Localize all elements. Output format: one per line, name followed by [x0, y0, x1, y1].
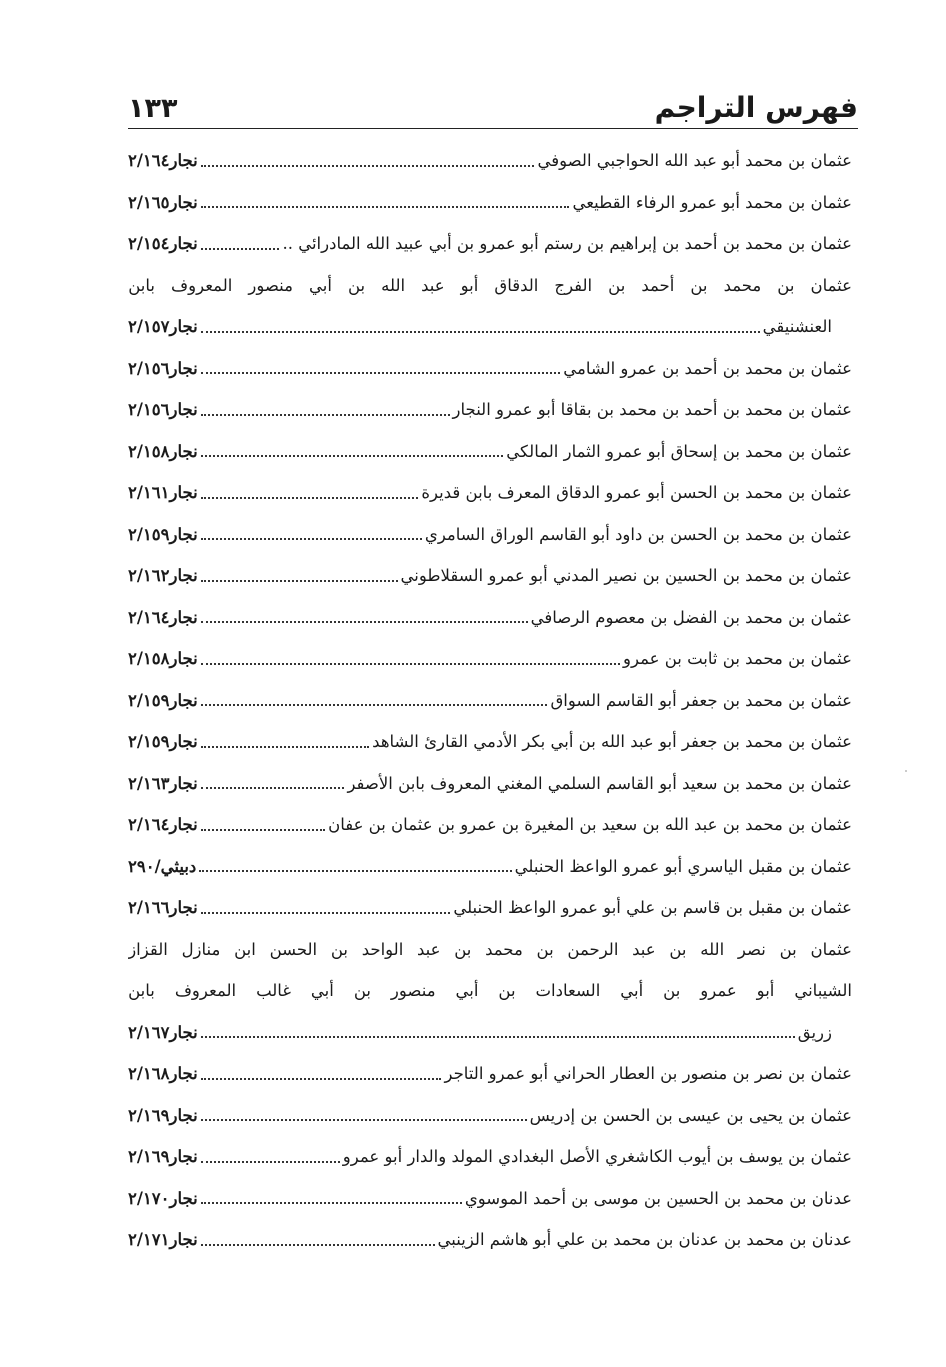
entry-line — [128, 846, 852, 888]
entry-name: العنشنيقي — [762, 317, 832, 337]
dot-leader — [201, 414, 450, 416]
index-entry — [128, 348, 852, 390]
page-header — [128, 78, 858, 122]
entry-name: عثمان بن محمد بن أحمد بن إبراهيم بن رستم أبو عمرو بن أبي عبيد الله المادرائي .. — [282, 234, 852, 254]
header-rule — [128, 128, 858, 129]
entry-line — [128, 804, 852, 846]
entry-reference: نجار٢/١٦١ — [128, 483, 198, 503]
dot-leader — [201, 1202, 462, 1204]
entry-line — [128, 182, 852, 224]
entry-reference: دبيثي/٢٩٠ — [128, 856, 197, 876]
entry-line — [128, 431, 852, 473]
entry-name: عدنان بن محمد بن الحسين بن موسى بن أحمد الموسوي — [464, 1188, 852, 1208]
entry-reference: نجار٢/١٦٩ — [128, 1147, 198, 1167]
entry-line — [128, 1053, 852, 1095]
index-entry — [128, 846, 852, 888]
dot-leader — [201, 580, 398, 582]
entry-name: عثمان بن محمد بن ثابت بن عمرو — [623, 649, 852, 669]
entry-line — [128, 1095, 852, 1137]
dot-leader — [201, 1161, 340, 1163]
entry-name: عثمان بن محمد بن جعفر أبو القاسم السواق — [550, 690, 852, 710]
index-entry — [128, 1219, 852, 1261]
entry-reference: نجار٢/١٥٩ — [128, 690, 198, 710]
entry-name: عثمان بن محمد بن الفضل بن معصوم الرصافي — [530, 607, 852, 627]
entry-reference: نجار٢/١٥٦ — [128, 400, 198, 420]
entry-reference: نجار٢/١٦٦ — [128, 898, 198, 918]
entry-name: عثمان بن محمد بن الحسن أبو عمرو الدقاق المعرف بابن قديرة — [421, 483, 852, 503]
index-entry — [128, 514, 852, 556]
index-entry — [128, 1136, 852, 1178]
index-entries — [128, 140, 852, 1261]
entry-name: عثمان بن نصر بن منصور بن العطار الحراني أبو عمرو التاجر — [444, 1064, 852, 1084]
dot-leader — [201, 331, 760, 333]
index-entry — [128, 140, 852, 182]
entry-name: عثمان بن مقبل الياسري أبو عمرو الواعظ الحنبلي — [514, 856, 852, 876]
entry-reference: نجار٢/١٦٤ — [128, 151, 198, 171]
dot-leader — [201, 663, 620, 665]
dot-leader — [201, 787, 345, 789]
dot-leader — [201, 1036, 795, 1038]
entry-line — [128, 514, 852, 556]
entry-reference: نجار٢/١٦٤ — [128, 607, 198, 627]
entry-reference: نجار٢/١٦٧ — [128, 1022, 198, 1042]
entry-name: عثمان بن محمد أبو عمرو الرفاء القطيعي — [572, 192, 852, 212]
index-entry — [128, 1053, 852, 1095]
dot-leader — [201, 746, 369, 748]
index-entry — [128, 389, 852, 431]
entry-name: عثمان بن محمد بن سعيد أبو القاسم السلمي المغني المعروف بابن الأصفر — [347, 773, 852, 793]
entry-text-line: عثمان بن محمد بن أحمد بن الفرج الدقاق أبو عبد الله بن أبي منصور المعروف بابن — [128, 275, 852, 295]
entry-line — [128, 1178, 852, 1220]
scan-speck — [905, 770, 907, 772]
index-entry — [128, 804, 852, 846]
index-entry — [128, 680, 852, 722]
entry-line — [128, 680, 852, 722]
entry-line — [128, 721, 852, 763]
entry-line — [128, 306, 852, 348]
entry-name: عثمان بن يحيى بن عيسى بن الحسن بن إدريس — [529, 1105, 852, 1125]
entry-line — [128, 1136, 852, 1178]
dot-leader — [201, 704, 548, 706]
entry-name: عدنان بن محمد بن عدنان بن محمد بن علي أبو هاشم الزينبي — [437, 1230, 852, 1250]
dot-leader — [201, 497, 419, 499]
index-entry — [128, 555, 852, 597]
entry-reference: نجار٢/١٥٨ — [128, 649, 198, 669]
dot-leader — [201, 1119, 527, 1121]
entry-reference: نجار٢/١٥٦ — [128, 358, 198, 378]
entry-line — [128, 1219, 852, 1261]
dot-leader — [201, 538, 422, 540]
entry-name: عثمان بن محمد بن عبد الله بن سعيد بن المغيرة بن عمرو بن عثمان بن عفان — [328, 815, 852, 835]
dot-leader — [201, 165, 535, 167]
index-entry — [128, 929, 852, 1054]
entry-reference: نجار٢/١٧١ — [128, 1230, 198, 1250]
entry-line — [128, 472, 852, 514]
entry-name: عثمان بن محمد بن أحمد بن محمد بن بقاقا أبو عمرو النجار — [452, 400, 852, 420]
entry-reference: نجار٢/١٥٤ — [128, 234, 198, 254]
dot-leader — [201, 455, 504, 457]
entry-name: عثمان بن محمد بن الحسن بن داود أبو القاسم الوراق السامري — [424, 524, 852, 544]
entry-line — [128, 348, 852, 390]
entry-name: عثمان بن محمد بن أحمد بن عمرو الشامي — [563, 358, 852, 378]
index-entry — [128, 597, 852, 639]
index-entry — [128, 1178, 852, 1220]
entry-reference: نجار٢/١٥٨ — [128, 441, 198, 461]
index-entry — [128, 182, 852, 224]
entry-name: عثمان بن يوسف بن أيوب الكاشغري الأصل البغدادي المولد والدار أبو عمرو — [342, 1147, 852, 1167]
entry-line — [128, 638, 852, 680]
entry-name: عثمان بن محمد بن إسحاق أبو عمرو الثمار المالكي — [506, 441, 852, 461]
dot-leader — [201, 829, 325, 831]
entry-reference: نجار٢/١٦٥ — [128, 192, 198, 212]
dot-leader — [201, 248, 280, 250]
dot-leader — [201, 912, 451, 914]
dot-leader — [201, 372, 561, 374]
index-entry — [128, 1095, 852, 1137]
entry-name: عثمان بن محمد بن جعفر أبو عبد الله بن أبي بكر الأدمي القارئ الشاهد — [372, 732, 852, 752]
dot-leader — [201, 621, 528, 623]
dot-leader — [201, 1244, 435, 1246]
entry-line — [128, 555, 852, 597]
page-number: ١٣٣ — [128, 93, 178, 124]
entry-name: زريق — [797, 1022, 832, 1042]
index-entry — [128, 638, 852, 680]
index-entry — [128, 431, 852, 473]
entry-name: عثمان بن محمد بن الحسين بن نصير المدني أبو عمرو السقلاطوني — [400, 566, 852, 586]
entry-reference: نجار٢/١٧٠ — [128, 1188, 198, 1208]
dot-leader — [201, 206, 570, 208]
index-entry — [128, 763, 852, 805]
entry-reference: نجار٢/١٦٢ — [128, 566, 198, 586]
entry-text-line: عثمان بن نصر الله بن عبد الرحمن بن محمد بن عبد الواحد بن الحسن ابن منازل القزاز — [128, 939, 852, 959]
entry-text-line: الشيباني أبو عمرو بن أبي السعادات بن أبي منصور بن أبي غالب المعروف بابن — [128, 981, 852, 1001]
entry-reference: نجار٢/١٥٧ — [128, 317, 198, 337]
index-entry — [128, 887, 852, 929]
entry-reference: نجار٢/١٥٩ — [128, 524, 198, 544]
entry-reference: نجار٢/١٦٨ — [128, 1064, 198, 1084]
entry-line — [128, 140, 852, 182]
entry-line — [128, 597, 852, 639]
entry-line — [128, 223, 852, 265]
entry-name: عثمان بن محمد أبو عبد الله الحواجبي الصوفي — [537, 151, 852, 171]
entry-line — [128, 389, 852, 431]
dot-leader — [199, 870, 511, 872]
entry-line — [128, 887, 852, 929]
page-title: فهرس التراجم — [654, 91, 858, 124]
index-entry — [128, 223, 852, 265]
entry-line — [128, 763, 852, 805]
index-entry — [128, 472, 852, 514]
index-entry — [128, 721, 852, 763]
index-entry — [128, 265, 852, 348]
dot-leader — [201, 1078, 442, 1080]
entry-reference: نجار٢/١٥٩ — [128, 732, 198, 752]
entry-reference: نجار٢/١٦٩ — [128, 1105, 198, 1125]
entry-reference: نجار٢/١٦٣ — [128, 773, 198, 793]
entry-name: عثمان بن مقبل بن قاسم بن علي أبو عمرو الواعظ الحنبلي — [453, 898, 852, 918]
entry-reference: نجار٢/١٦٤ — [128, 815, 198, 835]
entry-line — [128, 1012, 852, 1054]
